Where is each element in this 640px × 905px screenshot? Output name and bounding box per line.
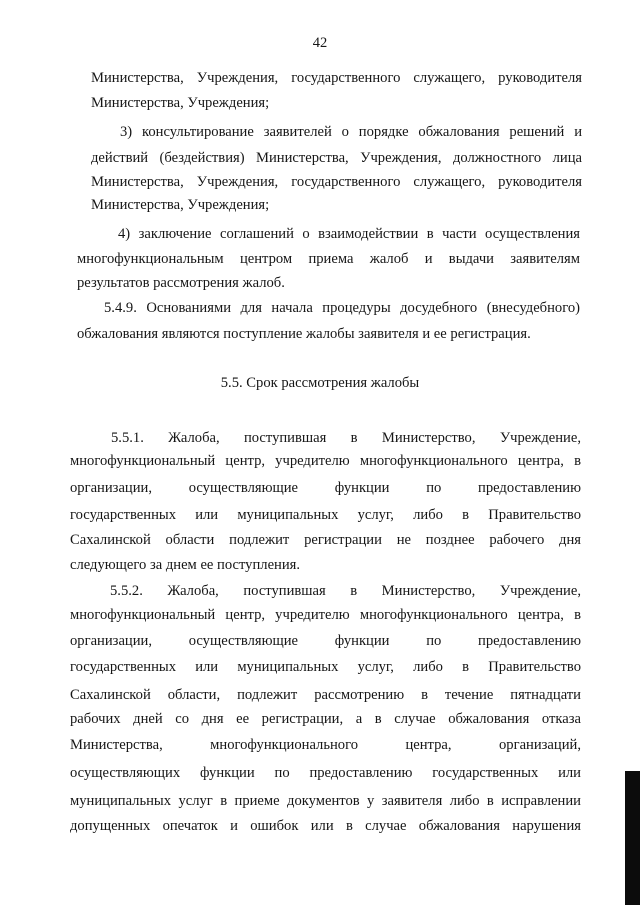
text-line: организации, осуществляющие функции по предоставлению [70,633,581,649]
text-line: Сахалинской области, подлежит рассмотрению в течение пятнадцати [70,687,581,703]
scan-edge-shadow [625,771,640,905]
text-line: осуществляющих функции по предоставлению государственных или [70,765,581,781]
text-line: многофункциональным центром приема жалоб и выдачи заявителям [77,251,580,267]
text-line: 5.5.2. Жалоба, поступившая в Министерство, Учреждение, [110,583,581,599]
page-number: 42 [312,35,328,51]
text-line: 5.4.9. Основаниями для начала процедуры досудебного (внесудебного) [104,300,580,316]
text-line: многофункциональный центр, учредителю многофункционального центра, в [70,607,581,623]
text-line: государственных или муниципальных услуг, либо в Правительство [70,507,581,523]
text-line: государственных или муниципальных услуг, либо в Правительство [70,659,581,675]
text-line: муниципальных услуг в приеме документов у заявителя либо в исправлении [70,793,581,809]
text-line: 5.5.1. Жалоба, поступившая в Министерство, Учреждение, [111,430,581,446]
section-heading: 5.5. Срок рассмотрения жалобы [220,375,420,391]
text-line: Министерства, Учреждения, государственного служащего, руководителя [91,174,582,190]
text-line: обжалования являются поступление жалобы заявителя и ее регистрация. [77,326,531,342]
text-line: Министерства, Учреждения; [91,197,270,213]
text-line: действий (бездействия) Министерства, Учреждения, должностного лица [91,150,582,166]
text-line: Министерства, Учреждения; [91,95,270,111]
text-line: Сахалинской области подлежит регистрации не позднее рабочего дня [70,532,581,548]
text-line: Министерства, Учреждения, государственного служащего, руководителя [91,70,582,86]
text-line: 3) консультирование заявителей о порядке обжалования решений и [120,124,582,140]
text-line: многофункциональный центр, учредителю многофункционального центра, в [70,453,581,469]
text-line: следующего за днем ее поступления. [70,557,301,573]
text-line: результатов рассмотрения жалоб. [77,275,285,291]
text-line: допущенных опечаток и ошибок или в случае обжалования нарушения [70,818,581,834]
text-line: Министерства, многофункционального центра, организаций, [70,737,581,753]
text-line: организации, осуществляющие функции по предоставлению [70,480,581,496]
text-line: рабочих дней со дня ее регистрации, а в случае обжалования отказа [70,711,581,727]
text-line: 4) заключение соглашений о взаимодействии в части осуществления [118,226,580,242]
